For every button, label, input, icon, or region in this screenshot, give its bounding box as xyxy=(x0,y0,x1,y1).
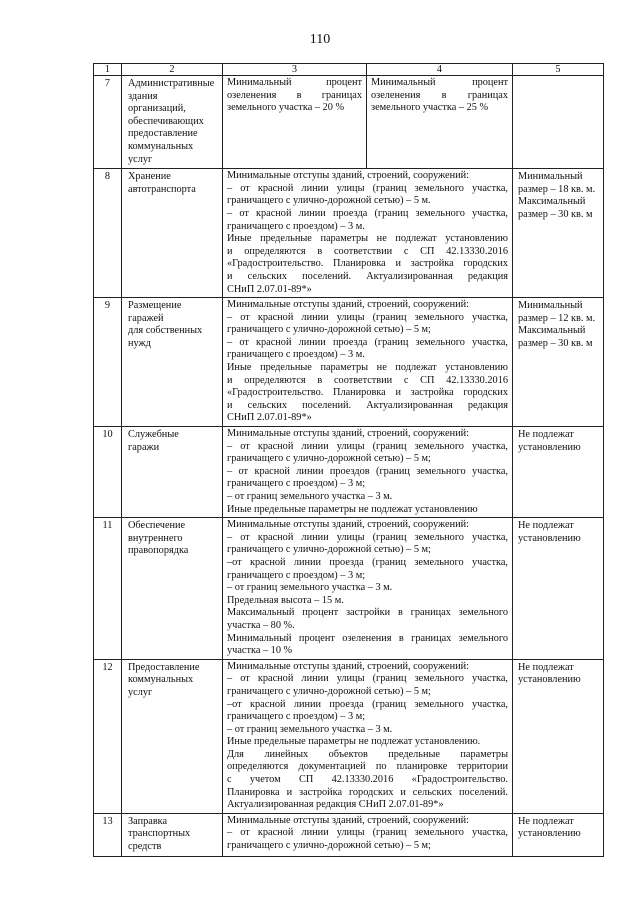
parameter-line: «Градостроительство. Планировка и застройка городских xyxy=(227,387,508,399)
parameter-line: Иные предельные параметры не подлежат установлению xyxy=(227,233,508,245)
plot-size-line: Не подлежат xyxy=(518,520,574,532)
parameter-line: – от красной линии улицы (границ земельного участка, xyxy=(227,182,508,194)
table-row xyxy=(94,76,604,169)
parameter-line: граничащего с улично-дорожной сетью) – 5 м; xyxy=(227,453,431,465)
land-use-name xyxy=(122,813,223,856)
parameter-line: – от границ земельного участка – 3 м. xyxy=(227,582,393,594)
land-use-line: транспортных xyxy=(128,828,191,840)
land-use-table xyxy=(93,63,604,857)
plot-size-cell xyxy=(513,298,604,427)
land-use-line: Служебные xyxy=(128,429,179,441)
land-use-line: нужд xyxy=(128,337,151,349)
land-use-line: Заправка xyxy=(128,815,168,827)
parameters-cell xyxy=(223,298,513,427)
parameter-line: граничащего с проездом) – 3 м. xyxy=(227,220,365,232)
land-use-line: организаций, xyxy=(128,103,186,115)
land-use-line: коммунальных xyxy=(128,140,194,152)
parameter-line: Иные предельные параметры не подлежат установлению xyxy=(227,503,478,515)
land-use-name xyxy=(122,298,223,427)
parameter-line: граничащего с проездом) – 3 м. xyxy=(227,349,365,361)
plot-size-cell xyxy=(513,518,604,660)
parameters-cell xyxy=(223,659,513,813)
plot-size-line: Минимальный xyxy=(518,300,583,312)
row-number: 12 xyxy=(94,659,122,813)
parameter-line: Минимальные отступы зданий, строений, сооружений: xyxy=(227,170,469,182)
table-row xyxy=(94,298,604,427)
land-use-line: коммунальных xyxy=(128,674,194,686)
land-use-name xyxy=(122,169,223,298)
parameter-line: СНиП 2.07.01-89*» xyxy=(227,283,312,295)
parameter-line: земельного участка – 25 % xyxy=(371,102,489,114)
land-use-line: гаражи xyxy=(128,441,160,453)
table-row xyxy=(94,427,604,518)
row-number: 11 xyxy=(94,518,122,660)
parameter-line: Иные предельные параметры не подлежат установлению. xyxy=(227,736,481,748)
parameter-line: с учетом СП 42.13330.2016 «Градостроительство. xyxy=(227,774,508,786)
parameter-line: Актуализированная редакция СНиП 2.07.01-89*» xyxy=(227,799,444,811)
land-use-line: обеспечивающих xyxy=(128,115,204,127)
land-use-name xyxy=(122,76,223,169)
land-use-line: здания xyxy=(128,90,158,102)
plot-size-cell xyxy=(513,169,604,298)
land-use-line: Предоставление xyxy=(128,661,200,673)
parameters-cell xyxy=(223,813,513,856)
row-number: 13 xyxy=(94,813,122,856)
parameter-line: – от красной линии проезда (границ земельного участка, xyxy=(227,336,508,348)
page-number: 110 xyxy=(309,32,331,47)
parameters-cell xyxy=(223,518,513,660)
parameter-line: Планировка и застройка городских и сельских поселений. xyxy=(227,786,508,798)
land-use-line: услуг xyxy=(128,153,153,165)
land-use-name xyxy=(122,427,223,518)
parameter-line: участка – 80 %. xyxy=(227,619,295,631)
parameter-line: озеленения в границах xyxy=(227,89,362,101)
parameter-line: Минимальные отступы зданий, строений, сооружений: xyxy=(227,660,469,672)
parameter-line: граничащего с проездом) – 3 м; xyxy=(227,478,366,490)
plot-size-line: Максимальный xyxy=(518,196,586,208)
parameter-line: –от красной линии проезда (границ земельного участка, xyxy=(227,556,508,568)
plot-size-line: установлению xyxy=(518,828,581,840)
parameter-line: граничащего с улично-дорожной сетью) – 5 м; xyxy=(227,544,431,556)
plot-size-line: размер – 30 кв. м xyxy=(518,208,593,220)
parameter-line: Иные предельные параметры не подлежат установлению xyxy=(227,362,508,374)
plot-size-line: Не подлежат xyxy=(518,429,574,441)
land-use-line: Обеспечение xyxy=(128,520,186,532)
plot-size-line: Не подлежат xyxy=(518,815,574,827)
land-use-line: правопорядка xyxy=(128,545,189,557)
parameter-line: Для линейных объектов предельные параметры xyxy=(227,748,508,760)
table-row xyxy=(94,169,604,298)
land-use-line: гаражей xyxy=(128,312,164,324)
plot-size-line: размер – 18 кв. м. xyxy=(518,183,596,195)
plot-size-line: установлению xyxy=(518,674,581,686)
parameter-line: Минимальный процент озеленения в границах земельного xyxy=(227,632,508,644)
land-use-line: автотранспорта xyxy=(128,183,196,195)
parameter-line: граничащего с проездом) – 3 м; xyxy=(227,569,366,581)
row-number: 9 xyxy=(94,298,122,427)
parameters-cell xyxy=(223,169,513,298)
parameter-line: Минимальный процент xyxy=(227,77,362,88)
parameter-line: СНиП 2.07.01-89*» xyxy=(227,412,312,424)
parameter-line: Минимальный процент xyxy=(371,77,508,88)
plot-size-cell xyxy=(513,76,604,169)
parameters-cell-col3 xyxy=(223,76,367,169)
parameter-line: и сельских поселений. Актуализированная редакция xyxy=(227,270,508,282)
parameter-line: и определяются в соответствии с СП 42.13330.2016 xyxy=(227,245,508,257)
parameter-line: –от красной линии проезда (границ земельного участка, xyxy=(227,698,508,710)
parameter-line: «Градостроительство. Планировка и застройка городских xyxy=(227,258,508,270)
land-use-line: внутреннего xyxy=(128,532,183,544)
parameters-cell-col4 xyxy=(367,76,513,169)
parameter-line: – от красной линии улицы (границ земельного участка, xyxy=(227,311,508,323)
header-cell: 2 xyxy=(122,64,223,76)
plot-size-line: размер – 12 кв. м. xyxy=(518,312,596,324)
parameter-line: земельного участка – 20 % xyxy=(227,102,345,114)
header-cell: 3 xyxy=(223,64,367,76)
plot-size-line: установлению xyxy=(518,532,581,544)
parameter-line: Предельная высота – 15 м. xyxy=(227,594,344,606)
table-row xyxy=(94,518,604,660)
row-number: 8 xyxy=(94,169,122,298)
table-header-row xyxy=(94,64,604,76)
parameter-line: – от красной линии улицы (границ земельного участка, xyxy=(227,440,508,452)
land-use-line: Административные xyxy=(128,78,215,89)
land-use-line: услуг xyxy=(128,686,153,698)
parameter-line: граничащего с улично-дорожной сетью) – 5 м; xyxy=(227,324,431,336)
parameter-line: граничащего с улично-дорожной сетью) – 5 м; xyxy=(227,685,431,697)
parameter-line: – от границ земельного участка – 3 м. xyxy=(227,723,393,735)
parameter-line: участка – 10 % xyxy=(227,645,293,657)
row-number: 7 xyxy=(94,76,122,169)
plot-size-cell xyxy=(513,659,604,813)
header-cell: 5 xyxy=(513,64,604,76)
land-use-line: Хранение xyxy=(128,171,171,183)
parameter-line: определяются документацией по планировке территории xyxy=(227,761,508,773)
parameter-line: Минимальные отступы зданий, строений, сооружений: xyxy=(227,299,469,311)
parameter-line: граничащего с улично-дорожной сетью) – 5 м; xyxy=(227,840,431,852)
parameter-line: и сельских поселений. Актуализированная редакция xyxy=(227,399,508,411)
header-cell: 4 xyxy=(367,64,513,76)
parameter-line: граничащего с проездом) – 3 м; xyxy=(227,711,366,723)
parameter-line: и определяются в соответствии с СП 42.13330.2016 xyxy=(227,374,508,386)
plot-size-line: Максимальный xyxy=(518,325,586,337)
parameter-line: – от границ земельного участка – 3 м. xyxy=(227,491,393,502)
land-use-line: Размещение xyxy=(128,300,182,312)
plot-size-line: Минимальный xyxy=(518,171,583,183)
parameter-line: Максимальный процент застройки в границах земельного xyxy=(227,607,508,619)
row-number: 10 xyxy=(94,427,122,518)
land-use-name xyxy=(122,518,223,660)
parameter-line: граничащего с улично-дорожной сетью) – 5 м. xyxy=(227,195,431,207)
header-cell: 1 xyxy=(94,64,122,76)
plot-size-cell xyxy=(513,427,604,518)
table-row xyxy=(94,659,604,813)
parameter-line: Минимальные отступы зданий, строений, сооружений: xyxy=(227,428,469,440)
parameter-line: – от красной линии улицы (границ земельного участка, xyxy=(227,531,508,543)
plot-size-line: размер – 30 кв. м xyxy=(518,337,593,349)
table-row xyxy=(94,813,604,856)
land-use-line: средств xyxy=(128,841,162,853)
land-use-name xyxy=(122,659,223,813)
parameters-cell xyxy=(223,427,513,518)
plot-size-cell xyxy=(513,813,604,856)
parameter-line: – от красной линии улицы (границ земельного участка, xyxy=(227,827,508,839)
parameter-line: Минимальные отступы зданий, строений, сооружений: xyxy=(227,519,469,531)
parameter-line: – от красной линии проезда (границ земельного участка, xyxy=(227,207,508,219)
plot-size-line: установлению xyxy=(518,441,581,453)
parameter-line: Минимальные отступы зданий, строений, сооружений: xyxy=(227,814,469,826)
parameter-line: – от красной линии проездов (границ земельного участка, xyxy=(227,465,508,477)
land-use-line: для собственных xyxy=(128,325,203,337)
plot-size-line: Не подлежат xyxy=(518,661,574,673)
land-use-line: предоставление xyxy=(128,128,198,140)
parameter-line: озеленения в границах xyxy=(371,89,508,101)
parameter-line: – от красной линии улицы (границ земельного участка, xyxy=(227,673,508,685)
